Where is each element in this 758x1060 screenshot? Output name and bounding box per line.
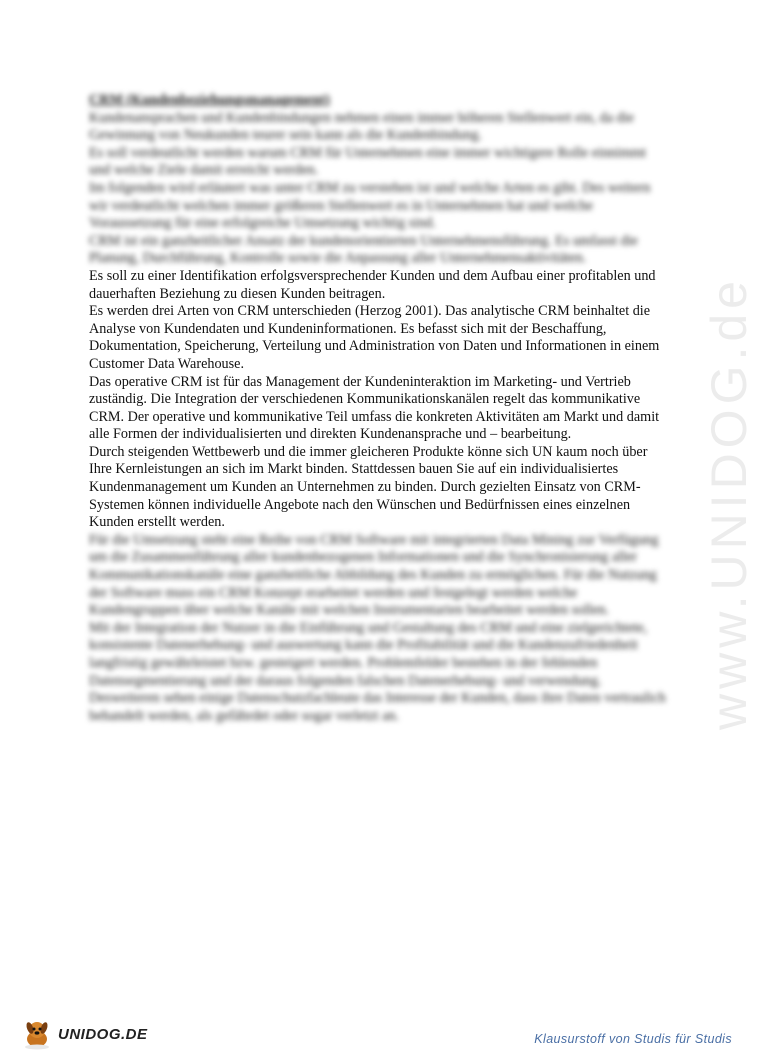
footer-tagline: Klausurstoff von Studis für Studis: [534, 1032, 732, 1046]
document-heading: CRM (Kundenbeziehungsmanagement): [89, 92, 330, 108]
paragraph-identification: Es soll zu einer Identifikation erfolgsversprechender Kunden und dem Aufbau einer profitablen und dauerhaften Beziehung zu diesen Kunden beitragen.: [89, 267, 656, 302]
blurred-top-section: [89, 110, 669, 268]
blurred-bottom-section: [89, 532, 669, 726]
paragraph: Für die Umsetzung steht eine Reihe von CRM Software mit integrierten Data Mining zur Verfügung um die Zusammenführung aller kundenbezogenen Informationen und die Synchronisierung aller Kommunikationskanäle eine ganzheitliche Abbildung des Kunden zu ermöglichen. Für die Nutzung der Software muss ein CRM Konzept erarbeitet werden und festgelegt werden welche Kundengruppen über welche Kanäle mit welchen Instrumentarien bearbeitet werden sollen.: [89, 531, 659, 619]
paragraph: Kundenansprachen und Kundenbindungen nehmen einen immer höheren Stellenwert ein, da die Gewinnung von Neukunden teurer sein kann als die Kundenbindung.: [89, 109, 634, 144]
paragraph: Im folgenden wird erläutert was unter CRM zu verstehen ist und welche Arten es gibt. Des weitern wir verdeutlicht welchen immer größeren Stellenwert es in Unternehmen hat und welche Voraussetzung für eine erfolgreiche Umsetzung wichtig sind.: [89, 179, 651, 232]
paragraph-crm-types: Es werden drei Arten von CRM unterschieden (Herzog 2001). Das analytische CRM beinhaltet die Analyse von Kundendaten und Kundeninformationen. Es befasst sich mit der Beschaffung, Dokumentation, Speicherung, Verteilung und Administration von Daten und Informationen in einem Customer Data Warehouse.: [89, 303, 660, 372]
logo-text: UNIDOG.DE: [58, 1025, 148, 1043]
watermark: www.UNIDOG.de: [701, 276, 757, 730]
paragraph-competition: Durch steigenden Wettbewerb und die immer gleicheren Produkte könne sich UN kaum noch über Ihre Kernleistungen an sich im Markt binden. Stattdessen bauen Sie auf ein individualisiertes Kundenmanagement um Kunden an Unternehmen zu binden. Durch gezielten Einsatz von CRM-Systemen können individuelle Angebote nach den Wünschen und Bedürfnissen eines einzelnen Kunden erstellt werden.: [89, 443, 648, 531]
paragraph: Mit der Integration der Nutzer in die Einführung und Gestaltung des CRM und eine zielgerichtete, konsistente Datenerhebung- und auswertung kann die Profitabilität und die Kundenzufriedenheit langfristig gewährleistet bzw. gesteigert werden. Problemfelder bestehen in der fehlenden Datensegmentierung und der daraus folgenden falschen Datenerhebung- und verwendung. Desweiteren sehen einige Datenschutzfachleute das Interesse der Kunden, dass ihre Daten vertraulich behandelt werden, als gefährdet oder sogar verletzt an.: [89, 619, 666, 724]
unidog-logo[interactable]: [20, 1016, 148, 1052]
dog-mascot-icon: [20, 1017, 54, 1051]
document-body: [89, 92, 669, 725]
paragraph: CRM ist ein ganzheitlicher Ansatz der kundenorientierten Unternehmensführung. Es umfasst die Planung, Durchführung, Kontrolle sowie die Anpassung aller Unternehmensaktivitäten.: [89, 232, 638, 267]
paragraph: Es soll verdeutlicht werden warum CRM für Unternehmen eine immer wichtigere Rolle einnimmt und welche Ziele damit erreicht werden.: [89, 144, 647, 179]
paragraph-operative-crm: Das operative CRM ist für das Management der Kundeninteraktion im Marketing- und Vertrieb zuständig. Die Integration der verschiedenen Kommunikationskanälen regelt das kommunikative CRM. Der operative und kommunikative Teil umfass die konkreten Aktivitäten am Markt und damit alle Formen der individualisierten und direkten Kundenansprache und – bearbeitung.: [89, 373, 660, 443]
